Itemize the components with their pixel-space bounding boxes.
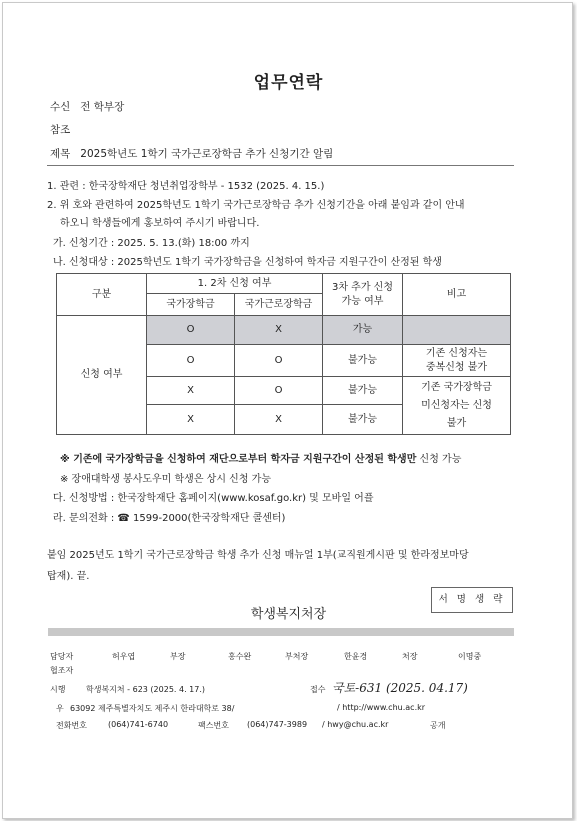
subject-line — [50, 146, 333, 161]
table-row — [57, 316, 511, 345]
receipt-value: 국토-631 (2025. 04.17) — [332, 681, 468, 695]
item-2-line-1: 2. 위 호와 관련하여 2025학년도 1학기 국가근로장학금 추가 신청기간을 아래 붙임과 같이 안내 — [47, 200, 465, 211]
fax-label: 팩스번호 — [198, 721, 229, 730]
subject-label: 제목 — [50, 148, 71, 160]
item-1: 1. 관련 : 한국장학재단 청년취업장학부 - 1532 (2025. 4. 15.) — [47, 181, 325, 192]
cell-possible: 불가능 — [323, 405, 403, 435]
subject-divider — [47, 165, 514, 166]
cell-note — [403, 377, 511, 435]
fax-number: (064)747-3989 — [247, 720, 308, 729]
cell-national: O — [147, 316, 235, 345]
issuing-office: 학생복지처장 — [250, 607, 327, 622]
header-national: 국가장학금 — [147, 294, 235, 316]
recipient-line — [50, 99, 124, 114]
recipient-value: 전 학부장 — [80, 101, 125, 113]
cooperator-label: 협조자 — [50, 666, 74, 675]
public-label: 공개 — [430, 721, 446, 730]
attachment-line-1: 붙임 2025년도 1학기 국가근로장학금 학생 추가 신청 매뉴얼 1부(교직원게시판 및 한라정보마당 — [47, 550, 469, 561]
item-a: 가. 신청기간 : 2025. 5. 13.(화) 18:00 까지 — [53, 238, 250, 249]
exec-value: 학생복지처 - 623 (2025. 4. 17.) — [86, 685, 206, 694]
note-line: 기존 국가장학금 — [421, 381, 492, 393]
note-1-tail: 신청 가능 — [416, 454, 462, 465]
cell-work: X — [235, 316, 323, 345]
head-name: 홍수완 — [228, 652, 252, 661]
signature-omitted-box: 서 명 생 략 — [431, 587, 513, 613]
row-label: 신청 여부 — [57, 316, 147, 435]
item-2-line-2: 하오니 학생들에게 홍보하여 주시기 바랍니다. — [60, 218, 260, 229]
director-label: 처장 — [402, 652, 418, 661]
header-round3-line1: 3차 추가 신청 — [331, 281, 394, 293]
phone-number: (064)741-6740 — [108, 720, 169, 729]
note-line: 중복신청 불가 — [425, 361, 488, 373]
address-value: 63092 제주특별자치도 제주시 한라대학로 38/ — [70, 704, 235, 713]
header-work: 국가근로장학금 — [235, 294, 323, 316]
cell-possible: 불가능 — [323, 345, 403, 377]
receipt-label: 접수 — [310, 685, 326, 694]
header-round3-line2: 가능 여부 — [341, 295, 384, 307]
cell-possible: 가능 — [323, 316, 403, 345]
email: / hwy@chu.ac.kr — [322, 720, 389, 729]
note-2: ※ 장애대학생 봉사도우미 학생은 상시 신청 가능 — [60, 474, 271, 485]
note-line: 미신청자는 신청 — [421, 399, 492, 411]
cell-work: O — [235, 345, 323, 377]
header-category: 구분 — [57, 274, 147, 316]
drafter-name: 허우엽 — [112, 652, 136, 661]
note-1-bold: ※ 기존에 국가장학금을 신청하여 재단으로부터 학자금 지원구간이 산정된 학생만 — [60, 454, 417, 465]
header-round3 — [323, 274, 403, 316]
reference-label: 참조 — [50, 124, 71, 136]
item-b: 나. 신청대상 : 2025학년도 1학기 국가장학금을 신청하여 학자금 지원구간이 산정된 학생 — [53, 257, 442, 268]
recipient-label: 수신 — [50, 101, 71, 113]
eligibility-table — [56, 273, 511, 435]
attachment-line-2: 탑재). 끝. — [47, 571, 90, 582]
subject-value: 2025학년도 1학기 국가근로장학금 추가 신청기간 알림 — [80, 148, 334, 160]
head-label: 부장 — [170, 652, 186, 661]
cell-work: O — [235, 377, 323, 405]
header-round12: 1. 2차 신청 여부 — [147, 274, 323, 294]
cell-possible: 불가능 — [323, 377, 403, 405]
note-line: 불가 — [446, 417, 467, 429]
reference-line — [50, 122, 70, 137]
cell-national: X — [147, 405, 235, 435]
phone-label: 전화번호 — [56, 721, 87, 730]
dept-head-name: 한윤경 — [344, 652, 368, 661]
dept-head-label: 부처장 — [285, 652, 309, 661]
director-name: 이명중 — [458, 652, 482, 661]
drafter-label: 담당자 — [50, 652, 74, 661]
cell-work: X — [235, 405, 323, 435]
cell-national: O — [147, 345, 235, 377]
footer-band — [48, 628, 514, 636]
note-line: 기존 신청자는 — [425, 347, 488, 359]
document-title: 업무연락 — [253, 73, 324, 93]
header-note: 비고 — [403, 274, 511, 316]
exec-label: 시행 — [50, 685, 66, 694]
homepage: / http://www.chu.ac.kr — [337, 703, 426, 712]
note-1 — [60, 450, 461, 465]
item-d: 라. 문의전화 : ☎ 1599-2000(한국장학재단 콜센터) — [53, 513, 286, 524]
address-label: 우 — [56, 704, 64, 713]
item-c: 다. 신청방법 : 한국장학재단 홈페이지(www.kosaf.go.kr) 및 모바일 어플 — [53, 493, 374, 504]
cell-note — [403, 345, 511, 377]
cell-note — [403, 316, 511, 345]
cell-national: X — [147, 377, 235, 405]
